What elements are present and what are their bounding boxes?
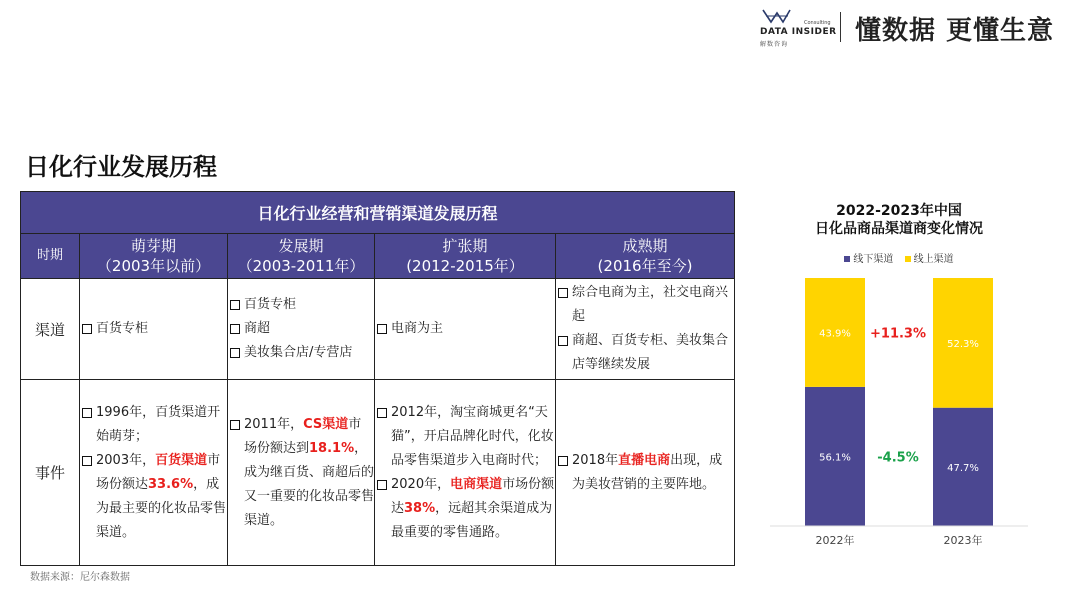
column-header-sprout [80,234,228,279]
checkbox-icon [230,420,240,430]
logo-mark-icon [762,8,792,24]
highlight-text: 38% [404,500,436,516]
text-part: 2011年， [244,416,304,432]
list-item [230,413,374,533]
chart-legend [770,250,1028,265]
highlight-text: 直播电商 [618,452,671,468]
checkbox-icon [558,288,568,298]
legend-label: 线下渠道 [853,254,894,265]
data-label: 43.9% [819,328,851,340]
checkbox-icon [82,456,92,466]
item-text: 2012年，淘宝商城更名“天猫”，开启品牌化时代，化妆品零售渠道步入电商时代； [391,404,554,468]
item-text: 美妆集合店/专营店 [244,345,353,360]
logo-tagline: Consulting [804,20,831,26]
column-header-mature [556,234,735,279]
logo-subname: 解数咨询 [760,41,789,48]
item-text: 百货专柜 [244,297,297,312]
checkbox-icon [82,324,92,334]
chart-title-line1: 2022-2023年中国 [836,203,962,219]
list-item [82,401,227,449]
text-part: ，成为最主要的化妆品零售渠道。 [96,476,227,540]
slogan: 懂数据 更懂生意 [855,16,1055,46]
list-item [230,293,374,317]
highlight-text: 百货渠道 [155,452,208,468]
events-cell-expansion [375,380,556,566]
table-row-events [21,380,735,566]
item-text: 电商为主 [391,321,444,336]
text-part: 2020年， [391,476,451,492]
item-text: 百货专柜 [96,321,149,336]
events-cell-mature [556,380,735,566]
events-cell-sprout [80,380,228,566]
chart-title-line2: 日化品商品渠道商变化情况 [815,221,983,237]
data-label: 47.7% [947,462,979,474]
period-range: (2016年至今) [597,257,693,275]
data-label: 52.3% [947,338,979,350]
column-header-growth [228,234,375,279]
highlight-text: 电商渠道 [450,476,503,492]
table-row-channels [21,279,735,380]
checkbox-icon [558,456,568,466]
page-title: 日化行业发展历程 [25,153,217,181]
period-name: 扩张期 [442,237,488,255]
table-title: 日化行业经营和营销渠道发展历程 [21,192,735,234]
legend-item-online [905,254,954,265]
row-label-channels: 渠道 [21,279,80,380]
list-item [230,341,374,365]
history-table [20,191,735,566]
period-range: （2003-2011年） [237,257,365,275]
data-source-note: 数据来源：尼尔森数据 [30,572,130,583]
highlight-text: 33.6% [148,476,194,492]
checkbox-icon [377,408,387,418]
channels-cell-expansion [375,279,556,380]
text-part: ，远超其余渠道成为最重要的零售通路。 [391,500,553,540]
text-part: 出现，成为美妆营销的主要阵地。 [572,452,723,492]
legend-item-offline [844,254,893,265]
highlight-text: CS渠道 [303,416,349,432]
period-range: （2003年以前） [96,257,211,275]
header-divider [840,12,841,42]
list-item [558,281,734,329]
list-item [377,401,555,473]
channels-cell-mature [556,279,735,380]
channels-cell-growth [228,279,375,380]
text-part: 市场份额达 [96,452,221,492]
item-text: 商超、百货专柜、美妆集合店等继续发展 [572,333,729,372]
item-text [244,413,374,533]
checkbox-icon [558,336,568,346]
channel-share-chart [770,270,1028,555]
checkbox-icon [230,348,240,358]
period-name: 发展期 [278,237,324,255]
item-text: 商超 [244,321,271,336]
item-text: 综合电商为主，社交电商兴起 [572,285,729,324]
column-header-expansion [375,234,556,279]
logo-name: DATA INSIDER [760,27,837,37]
highlight-text: 18.1% [309,440,355,456]
text-part: 2018年 [572,452,619,468]
checkbox-icon [377,324,387,334]
period-name: 萌芽期 [130,237,176,255]
text-part: 2003年， [96,452,156,468]
data-insider-logo [760,8,837,48]
text-part: 市场份额达 [391,476,555,516]
column-header-period: 时期 [21,234,80,279]
legend-swatch-offline [844,256,850,262]
row-label-events: 事件 [21,380,80,566]
x-tick-label: 2022年 [815,534,855,547]
chart-title [770,202,1028,238]
period-name: 成熟期 [622,237,668,255]
change-annotation: -4.5% [877,450,919,466]
period-range: (2012-2015年） [406,257,524,275]
data-label: 56.1% [819,452,851,464]
legend-swatch-online [905,256,911,262]
text-part: 市场份额达到 [244,416,362,456]
item-text: 1996年，百货渠道开始萌芽； [96,404,221,444]
legend-label: 线上渠道 [913,254,954,265]
list-item [82,449,227,545]
list-item [558,329,734,377]
x-tick-label: 2023年 [943,534,983,547]
checkbox-icon [230,300,240,310]
checkbox-icon [377,480,387,490]
list-item [377,473,555,545]
list-item [230,317,374,341]
list-item [377,317,555,341]
list-item [558,449,734,497]
list-item [82,317,227,341]
item-text [572,449,734,497]
checkbox-icon [230,324,240,334]
channels-cell-sprout [80,279,228,380]
checkbox-icon [82,408,92,418]
text-part: ，成为继百货、商超后的又一重要的化妆品零售渠道。 [244,440,375,528]
item-text [391,473,555,545]
item-text [96,449,227,545]
change-annotation: +11.3% [870,326,926,342]
events-cell-growth [228,380,375,566]
